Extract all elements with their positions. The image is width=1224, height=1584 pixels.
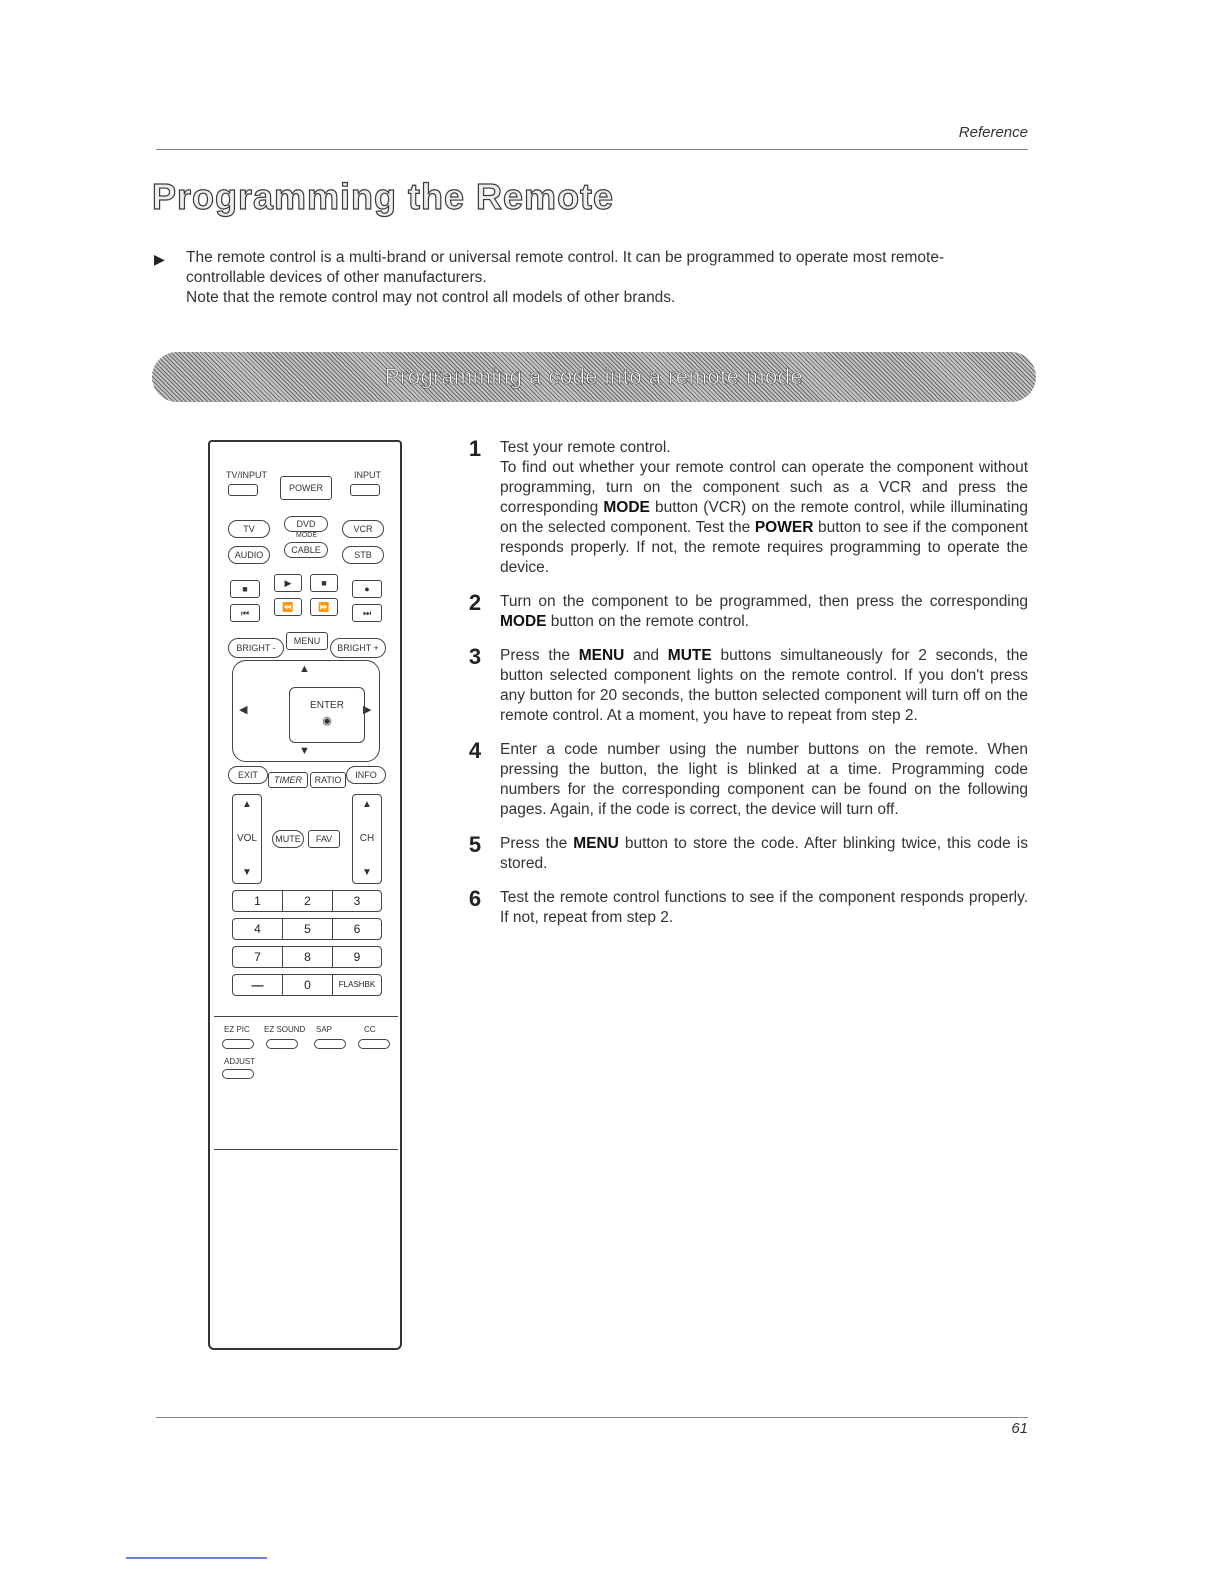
navigation-pad xyxy=(232,660,380,762)
mute-button: MUTE xyxy=(272,830,304,848)
channel-rocker xyxy=(352,794,382,884)
sap-label: SAP xyxy=(316,1025,333,1034)
step-6 xyxy=(462,888,1028,928)
fav-button: FAV xyxy=(308,830,340,848)
step-3 xyxy=(462,646,1028,726)
ch-label: CH xyxy=(359,833,375,844)
skip-back-button: ⏮ xyxy=(230,604,260,622)
step-text: Test the remote control functions to see if the component responds properly. If not, repeat from step 2. xyxy=(500,889,1028,926)
input-label: INPUT xyxy=(354,470,381,480)
key-2: 2 xyxy=(282,890,332,912)
pause-button: ■ xyxy=(310,574,338,592)
lower-button-panel xyxy=(214,1016,398,1150)
ch-up-arrow-icon: ▲ xyxy=(362,799,372,810)
vol-down-arrow-icon: ▼ xyxy=(242,867,252,878)
up-arrow-icon: ▲ xyxy=(299,663,310,675)
banner-text: Programming a code into a remote mode xyxy=(384,364,804,389)
key-dash: — xyxy=(232,974,282,996)
dvd-mode-button: DVD xyxy=(284,516,328,532)
cable-mode-button: CABLE xyxy=(284,542,328,558)
enter-label: ENTER xyxy=(310,700,344,711)
right-arrow-icon: ▶ xyxy=(363,704,372,716)
key-5: 5 xyxy=(282,918,332,940)
skip-forward-button: ⏭ xyxy=(352,604,382,622)
step-1 xyxy=(462,438,1028,578)
step-number: 1 xyxy=(468,436,482,461)
key-7: 7 xyxy=(232,946,282,968)
key-3: 3 xyxy=(332,890,382,912)
audio-mode-button: AUDIO xyxy=(228,546,270,564)
tv-input-button xyxy=(228,484,258,496)
mode-label: MODE xyxy=(296,532,317,539)
stop-button: ■ xyxy=(230,580,260,598)
vcr-mode-button: VCR xyxy=(342,520,384,538)
intro-text-2: Note that the remote control may not control all models of other brands. xyxy=(186,289,676,306)
vol-label: VOL xyxy=(236,833,257,844)
volume-rocker xyxy=(232,794,262,884)
tv-mode-button: TV xyxy=(228,520,270,538)
page-title: Programming the Remote xyxy=(152,176,615,217)
rewind-button: ⏪ xyxy=(274,598,302,616)
ratio-button: RATIO xyxy=(310,772,346,788)
adjust-button xyxy=(222,1069,254,1079)
record-button: ● xyxy=(352,580,382,598)
step-text: Enter a code number using the number buttons on the remote. When pressing the button, the light is blinked at a time. Programming code numbers for the corresponding component can be found on the following pages. Again, if the code is correct, the device will turn off. xyxy=(500,741,1028,818)
intro xyxy=(152,248,1012,308)
ez-pic-button xyxy=(222,1039,254,1049)
step-4 xyxy=(462,740,1028,820)
exit-button: EXIT xyxy=(228,766,268,784)
cc-button xyxy=(358,1039,390,1049)
footer-rule xyxy=(156,1417,1028,1418)
fast-forward-button: ⏩ xyxy=(310,598,338,616)
step-2 xyxy=(462,592,1028,632)
stb-mode-button: STB xyxy=(342,546,384,564)
tv-input-label: TV/INPUT xyxy=(226,470,268,480)
section-label: Reference xyxy=(958,124,1028,141)
step-text: Turn on the component to be programmed, then press the corresponding MODE button on the remote control. xyxy=(500,593,1028,630)
steps-list xyxy=(462,438,1028,942)
ez-sound-button xyxy=(266,1039,298,1049)
key-9: 9 xyxy=(332,946,382,968)
key-0: 0 xyxy=(282,974,332,996)
cc-label: CC xyxy=(364,1025,376,1034)
step-5 xyxy=(462,834,1028,874)
input-button xyxy=(350,484,380,496)
menu-button: MENU xyxy=(286,632,328,650)
intro-text-1: The remote control is a multi-brand or universal remote control. It can be programmed to operate most remote-controllable devices of other manufacturers. xyxy=(186,249,945,286)
bullet-arrow-icon: ▶ xyxy=(154,251,165,267)
key-6: 6 xyxy=(332,918,382,940)
step-text: Test your remote control. To find out whether your remote control can operate the component without programming, turn on the component such as a VCR and press the corresponding MODE button (VCR) on the remote control, while illuminating on the selected component. Test the POWER button to see if the component responds properly. If not, the remote requires programming to operate the device. xyxy=(500,439,1028,576)
ez-sound-label: EZ SOUND xyxy=(264,1025,306,1034)
key-flashbk: FLASHBK xyxy=(332,974,382,996)
left-arrow-icon: ◀ xyxy=(239,704,248,716)
timer-button: TIMER xyxy=(268,772,308,788)
bright-minus-button: BRIGHT - xyxy=(228,638,284,658)
key-4: 4 xyxy=(232,918,282,940)
key-1: 1 xyxy=(232,890,282,912)
key-8: 8 xyxy=(282,946,332,968)
vol-up-arrow-icon: ▲ xyxy=(242,799,252,810)
step-number: 2 xyxy=(468,590,482,615)
step-number: 4 xyxy=(468,738,482,763)
ez-pic-label: EZ PIC xyxy=(224,1025,250,1034)
adjust-label: ADJUST xyxy=(224,1057,256,1066)
step-number: 3 xyxy=(468,644,482,669)
play-button: ▶ xyxy=(274,574,302,592)
power-button: POWER xyxy=(280,476,332,500)
sap-button xyxy=(314,1039,346,1049)
ch-down-arrow-icon: ▼ xyxy=(362,867,372,878)
step-number: 6 xyxy=(468,886,482,911)
bright-plus-button: BRIGHT + xyxy=(330,638,386,658)
info-button: INFO xyxy=(346,766,386,784)
blue-underline xyxy=(126,1557,267,1559)
step-text: Press the MENU button to store the code. After blinking twice, this code is stored. xyxy=(500,835,1028,872)
section-banner xyxy=(152,352,1036,402)
enter-dot-icon: ◉ xyxy=(322,715,332,727)
header-rule xyxy=(156,149,1028,150)
step-number: 5 xyxy=(468,832,482,857)
down-arrow-icon: ▼ xyxy=(299,745,310,757)
remote-control-illustration xyxy=(208,440,402,1350)
page-number: 61 xyxy=(1011,1420,1028,1437)
enter-button xyxy=(289,687,365,743)
step-text: Press the MENU and MUTE buttons simultaneously for 2 seconds, the button selected component lights on the remote control. If you don't press any button for 20 seconds, the button selected component will turn off on the remote control. At a moment, you have to repeat from step 2. xyxy=(500,647,1029,724)
